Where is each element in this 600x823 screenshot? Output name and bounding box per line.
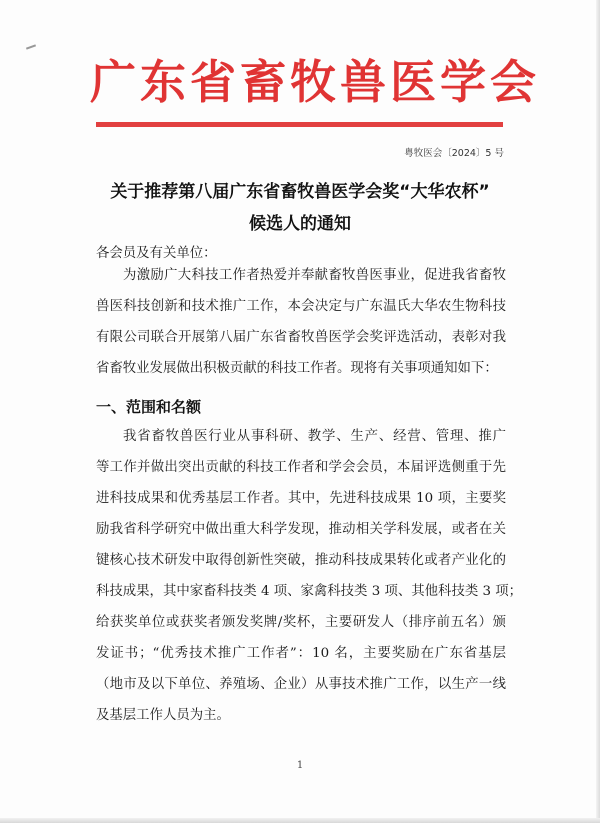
paragraph-line: 有限公司联合开展第八届广东省畜牧兽医学会奖评选活动，表彰对我 — [96, 330, 506, 345]
salutation: 各会员及有关单位： — [96, 246, 217, 261]
document-number: 粤牧医会〔2024〕5 号 — [404, 148, 504, 159]
scan-edge-shadow — [596, 0, 600, 823]
paragraph-line: 进科技成果和优秀基层工作者。其中，先进科技成果 10 项，主要奖 — [96, 491, 506, 506]
scan-mark — [26, 44, 36, 49]
paragraph-line: （地市及以下单位、养殖场、企业）从事技术推广工作，以生产一线 — [96, 677, 506, 692]
section-paragraph — [96, 421, 523, 731]
paragraph-line: 省畜牧业发展做出积极贡献的科技工作者。现将有关事项通知如下： — [96, 361, 498, 376]
paragraph-line: 及基层工作人员为主。 — [96, 708, 230, 723]
scan-edge-shadow-bottom — [0, 818, 600, 823]
paragraph-line: 兽医科技创新和技术推广工作，本会决定与广东温氏大华农生物科技 — [96, 299, 506, 314]
page-number: 1 — [296, 760, 304, 771]
section-heading: 一、范围和名额 — [96, 398, 202, 416]
letterhead-red-rule — [96, 122, 503, 127]
letterhead-title: 广东省畜牧兽医学会 — [90, 55, 540, 109]
notice-title-line-1: 关于推荐第八届广东省畜牧兽医学会奖“大华农杯” — [110, 182, 490, 202]
paragraph-line: 为激励广大科技工作者热爱并奉献畜牧兽医事业，促进我省畜牧 — [123, 268, 506, 283]
paragraph-line: 科技成果，其中家畜科技类 4 项、家禽科技类 3 项、其他科技类 3 项； — [96, 584, 523, 599]
notice-title-line-2: 候选人的通知 — [249, 214, 351, 234]
intro-paragraph — [96, 260, 506, 384]
paragraph-line: 发证书；“优秀技术推广工作者”：10 名，主要奖励在广东省基层 — [96, 646, 506, 661]
paragraph-line: 给获奖单位或获奖者颁发奖牌/奖杯，主要研发人（排序前五名）颁 — [96, 615, 506, 630]
paragraph-line: 键核心技术研发中取得创新性突破，推动科技成果转化或者产业化的 — [96, 553, 506, 568]
paragraph-line: 等工作并做出突出贡献的科技工作者和学会会员，本届评选侧重于先 — [96, 460, 506, 475]
paragraph-line: 励我省科学研究中做出重大科学发现，推动相关学科发展，或者在关 — [96, 522, 506, 537]
paragraph-line: 我省畜牧兽医行业从事科研、教学、生产、经营、管理、推广 — [123, 429, 506, 444]
